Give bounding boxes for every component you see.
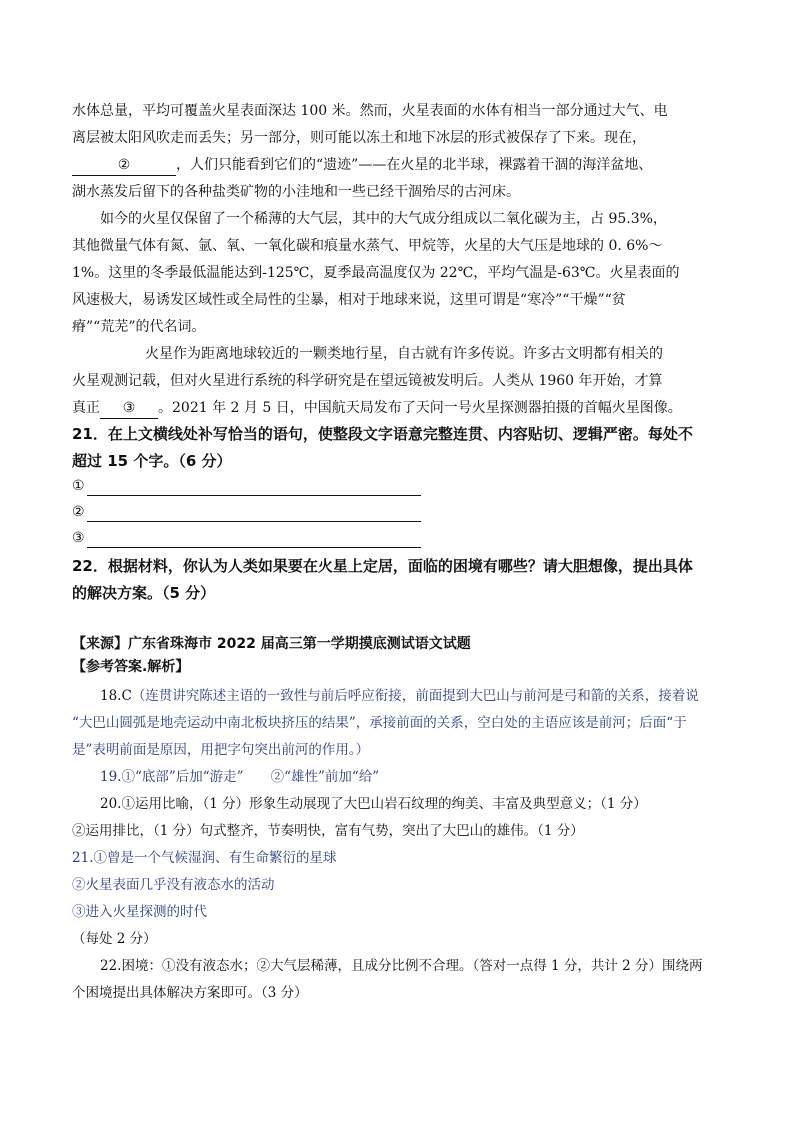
- answer-20: 20.①运用比喻，（1 分）形象生动展现了大巴山岩石纹理的绚美、丰富及典型意义；（1 分）: [100, 796, 647, 812]
- passage-line: 火星作为距离地球较近的一颗类地行星，自古就有许多传说。许多古文明都有相关的: [145, 346, 663, 362]
- answer-line-3[interactable]: [72, 528, 421, 548]
- passage-line: 水体总量，平均可覆盖火星表面深达 100 米。然而，火星表面的水体有相当一部分通过大气、电: [72, 103, 668, 119]
- passage-text: 真正: [72, 400, 100, 416]
- passage-line: [72, 395, 724, 422]
- answer-18-cont: “大巴山圆弧是地壳运动中南北板块挤压的结果”，承接前面的关系，空白处的主语应该是前河；后面“于: [72, 715, 687, 731]
- answer-18: [100, 683, 724, 710]
- answer-18-cont: 是”表明前面是原因，用把字句突出前河的作用。）: [72, 742, 370, 758]
- answer-marker: ①: [72, 478, 85, 494]
- answer-21-cont: ③进入火星探测的时代: [72, 904, 207, 920]
- passage-line: 其他微量气体有氮、氩、氧、一氧化碳和痕量水蒸气、甲烷等，火星的大气压是地球的 0. 6%～: [72, 238, 663, 254]
- passage-line: [72, 152, 724, 179]
- passage-text: ，人们只能看到它们的“遗迹”——在火星的北半球，裸露着干涸的海洋盆地、: [176, 157, 653, 173]
- passage-text: 。2021 年 2 月 5 日，中国航天局发布了天问一号火星探测器拍摄的首幅火星图像。: [158, 400, 682, 416]
- question-21-cont: 超过 15 个字。（6 分）: [72, 452, 232, 470]
- answer-22-cont: 个困境提出具体解决方案即可。（3 分）: [72, 985, 308, 1001]
- answer-21-score: （每处 2 分）: [72, 931, 157, 947]
- question-21: 21．在上文横线处补写恰当的语句，使整段文字语意完整连贯、内容贴切、逻辑严密。每处不: [72, 425, 693, 443]
- fill-blank-3: ③: [100, 398, 158, 419]
- passage-line: 风速极大，易诱发区域性或全局性的尘暴，相对于地球来说，这里可谓是“寒冷”“干燥”“贫: [72, 292, 626, 308]
- answer-text: （连贯讲究陈述主语的一致性与前后呼应衔接，前面提到大巴山与前河是弓和箭的关系，接着说: [131, 688, 699, 704]
- answer-rule: [87, 507, 421, 522]
- question-22-cont: 的解决方案。（5 分）: [72, 584, 216, 602]
- passage-line: 1%。这里的冬季最低温能达到-125℃，夏季最高温度仅为 22℃，平均气温是-63℃。火星表面的: [72, 265, 680, 281]
- answer-header: 【参考答案.解析】: [72, 659, 190, 675]
- source-line: [72, 633, 471, 655]
- answer-marker: ②: [72, 504, 85, 520]
- fill-blank-2: ②: [72, 155, 176, 176]
- answer-line-2[interactable]: [72, 502, 421, 522]
- passage-line: 瘠”“荒芜”的代名词。: [72, 319, 206, 335]
- answer-21: 21.①曾是一个气候湿润、有生命繁衍的星球: [72, 850, 337, 866]
- answer-rule: [87, 533, 421, 548]
- answer-number: 18.C: [100, 688, 132, 704]
- answer-rule: [87, 481, 421, 496]
- question-22: 22．根据材料，你认为人类如果要在火星上定居，面临的困境有哪些？请大胆想像，提出具体: [72, 557, 693, 575]
- passage-line: 离层被太阳风吹走而丢失；另一部分，则可能以冻土和地下冰层的形式被保存了下来。现在，: [72, 130, 646, 146]
- passage-line: 火星观测记载，但对火星进行系统的科学研究是在望远镜被发明后。人类从 1960 年开始，才算: [72, 373, 663, 389]
- answer-20-cont: ②运用排比，（1 分）句式整齐，节奏明快，富有气势，突出了大巴山的雄伟。（1 分）: [72, 823, 584, 839]
- answer-marker: ③: [72, 530, 85, 546]
- passage-line: 如今的火星仅保留了一个稀薄的大气层，其中的大气成分组成以二氧化碳为主，占 95.3%，: [100, 211, 667, 227]
- answer-line-1[interactable]: [72, 476, 421, 496]
- answer-21-cont: ②火星表面几乎没有液态水的活动: [72, 877, 275, 893]
- source-label: 【来源】: [72, 636, 128, 652]
- answer-22: 22.困境：①没有液态水；②大气层稀薄，且成分比例不合理。（答对一点得 1 分，共计 2 分）围绕两: [100, 958, 703, 974]
- source-text: 广东省珠海市 2022 届高三第一学期摸底测试语文试题: [128, 636, 471, 652]
- answer-19: 19.①“底部”后加“游走” ②“雄性”前加“给”: [100, 769, 380, 785]
- passage-line: 湖水蒸发后留下的各种盐类矿物的小洼地和一些已经干涸殆尽的古河床。: [72, 184, 520, 200]
